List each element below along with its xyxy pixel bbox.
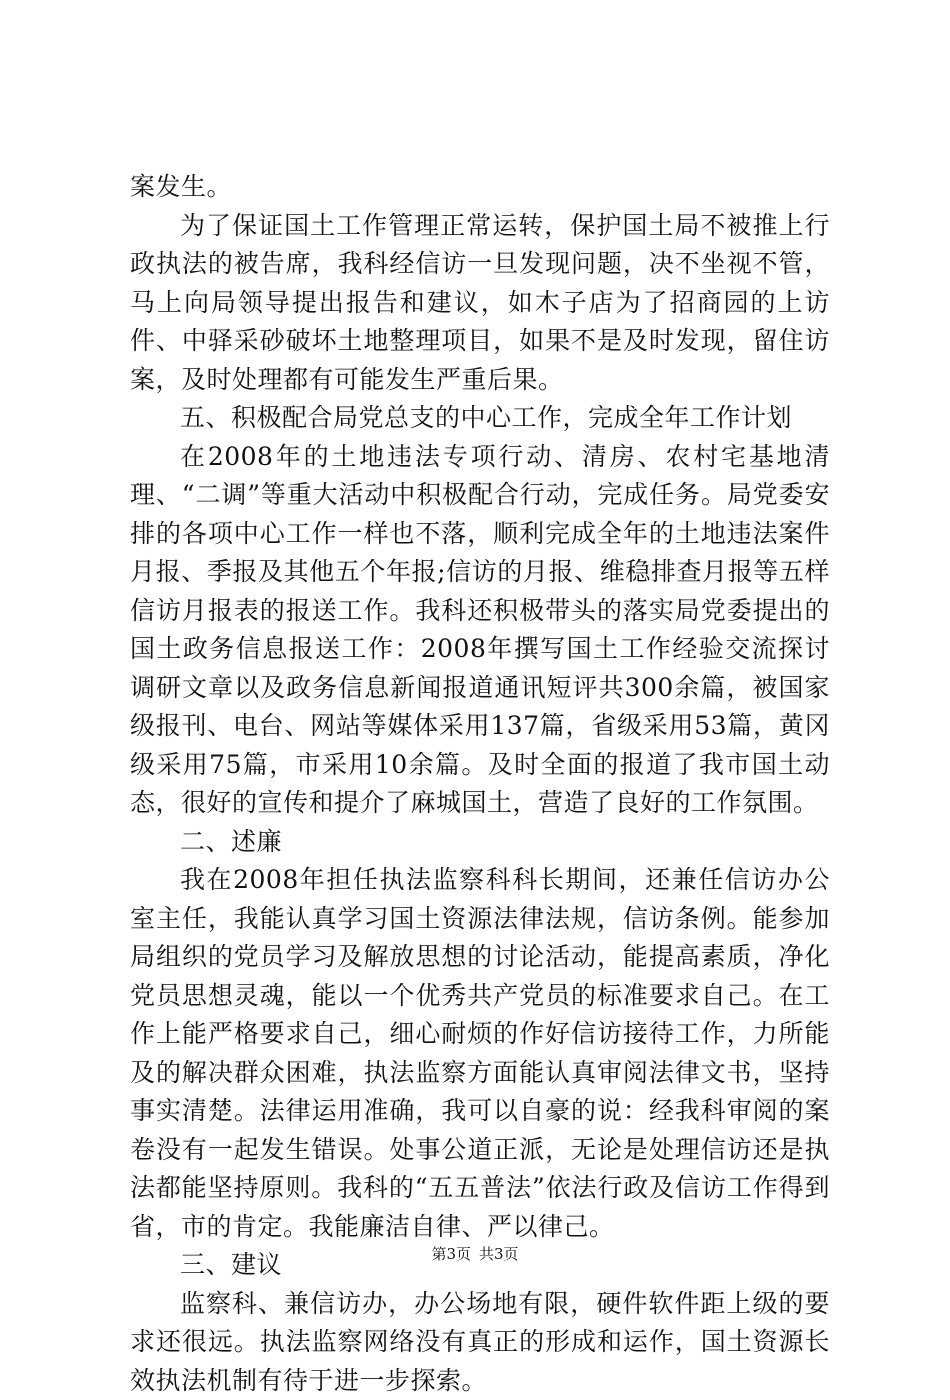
paragraph-legal-protection: 为了保证国土工作管理正常运转，保护国土局不被推上行政执法的被告席，我科经信访一旦发现问题，决不坐视不管，马上向局领导提出报告和建议，如木子店为了招商园的上访件、中驿采砂破坏土地整理项目，如果不是及时发现，留住访案，及时处理都有可能发生严重后果。 — [130, 207, 830, 400]
document-body — [130, 168, 830, 1400]
paragraph-continuation: 案发生。 — [130, 168, 830, 207]
paragraph-suggestions: 监察科、兼信访办，办公场地有限，硬件软件距上级的要求还很远。执法监察网络没有真正的形成和运作，国土资源长效执法机制有待于进一步探索。 — [130, 1285, 830, 1400]
section-heading-five: 五、积极配合局党总支的中心工作，完成全年工作计划 — [130, 399, 830, 438]
section-heading-integrity: 二、述廉 — [130, 823, 830, 862]
page-footer — [0, 1244, 950, 1264]
paragraph-integrity: 我在2008年担任执法监察科科长期间，还兼任信访办公室主任，我能认真学习国土资源法律法规，信访条例。能参加局组织的党员学习及解放思想的讨论活动，能提高素质，净化党员思想灵魂，能以一个优秀共产党员的标准要求自己。在工作上能严格要求自己，细心耐烦的作好信访接待工作，力所能及的解决群众困难，执法监察方面能认真审阅法律文书，坚持事实清楚。法律运用准确，我可以自豪的说：经我科审阅的案卷没有一起发生错误。处事公道正派，无论是处理信访还是执法都能坚持原则。我科的“五五普法”依法行政及信访工作得到省，市的肯定。我能廉洁自律、严以律己。 — [130, 861, 830, 1246]
paragraph-annual-work: 在2008年的土地违法专项行动、清房、农村宅基地清理、“二调”等重大活动中积极配合行动，完成任务。局党委安排的各项中心工作一样也不落，顺利完成全年的土地违法案件月报、季报及其他五个年报;信访的月报、维稳排查月报等五样信访月报表的报送工作。我科还积极带头的落实局党委提出的国土政务信息报送工作：2008年撰写国土工作经验交流探讨调研文章以及政务信息新闻报道通讯短评共300余篇，被国家级报刊、电台、网站等媒体采用137篇，省级采用53篇，黄冈级采用75篇，市采用10余篇。及时全面的报道了我市国土动态，很好的宣传和提介了麻城国土，营造了良好的工作氛围。 — [130, 438, 830, 823]
section-heading-suggestions: 三、建议 — [130, 1246, 830, 1285]
page-total: 共3页 — [479, 1245, 519, 1263]
page-number: 第3页 — [431, 1245, 471, 1263]
